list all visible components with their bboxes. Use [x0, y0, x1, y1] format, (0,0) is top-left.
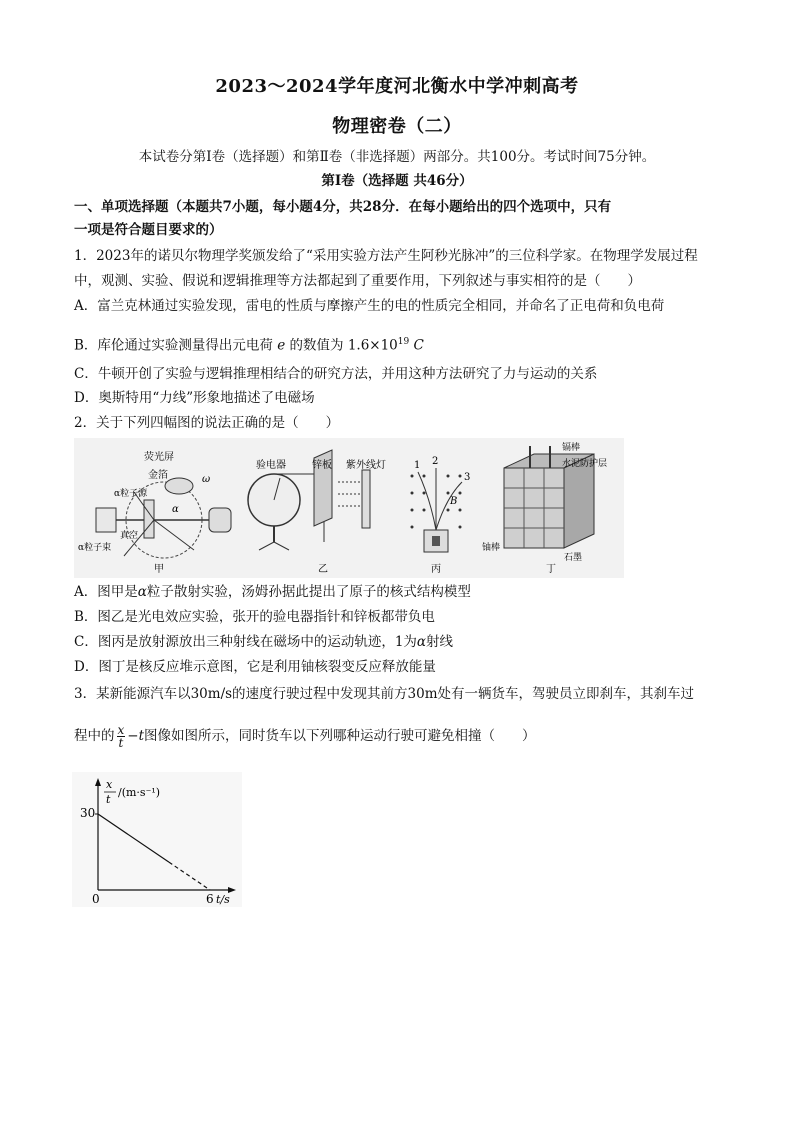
jia-label-screen: 荧光屏	[144, 452, 174, 463]
jia-screen	[165, 478, 193, 494]
ding-label-concrete: 水泥防护层	[562, 459, 608, 469]
q1-option-b-var: e	[277, 337, 286, 354]
q1-option-b	[74, 332, 724, 356]
chart-xlabel: t/s	[216, 893, 230, 906]
jia-label-alpha: α	[172, 504, 179, 515]
q3-stem-line2: 程中的 $\frac{x}{t}$ −t图像如图所示，同时货车以下列哪种运动行驶可避免相撞（ ）	[74, 723, 536, 750]
chart-ylabel-den: t	[106, 793, 111, 806]
chart-ylabel-num: x	[106, 778, 113, 791]
q2-figure	[74, 438, 624, 578]
yi-label-zinc: 锌板	[312, 460, 332, 471]
exam-title: 2023～2024学年度河北衡水中学冲刺高考	[215, 76, 579, 97]
q1-option-a: A．富兰克林通过实验发现，雷电的性质与摩擦产生的电的性质完全相同，并命名了正电荷和负电荷	[74, 298, 665, 314]
section-heading-line1: 一、单项选择题（本题共7小题，每小题4分，共28分．在每小题给出的四个选项中，只有	[74, 199, 612, 215]
q1-stem-line2: 中，观测、实验、假说和逻辑推理等方法都起到了重要作用，下列叙述与事实相符的是（ ）	[74, 273, 641, 289]
chart-ytick-label: 30	[80, 806, 96, 820]
jia-label-foil: 金箔	[148, 470, 168, 481]
q2-stem: 2．关于下列四幅图的说法正确的是（ ）	[74, 415, 340, 431]
section-heading-line2: 一项是符合题目要求的）	[74, 222, 223, 238]
q1-option-b-unit: C	[413, 337, 424, 354]
chart-ylabel-unit: /(m·s⁻¹)	[118, 786, 161, 799]
bing-label-1: 1	[414, 460, 421, 471]
q1-option-d: D．奥斯特用“力线”形象地描述了电磁场	[74, 390, 315, 406]
bing-label-2: 2	[432, 456, 439, 467]
exam-intro: 本试卷分第Ⅰ卷（选择题）和第Ⅱ卷（非选择题）两部分。共100分。考试时间75分钟。	[138, 149, 656, 165]
q1-option-b-exp: 19	[397, 337, 410, 347]
jia-label-omega: ω	[202, 474, 211, 485]
ding-label-graphite: 石墨	[564, 553, 583, 563]
yi-caption: 乙	[318, 564, 328, 575]
q3-chart	[72, 772, 242, 907]
yi-uv-lamp	[362, 470, 370, 528]
q2-option-d: D．图丁是核反应堆示意图，它是利用铀核裂变反应释放能量	[74, 659, 436, 675]
q3-fraction: $\frac{x}{t}$	[117, 723, 125, 750]
q1-option-b-value: 1.6×10	[347, 337, 398, 354]
jia-source-box	[96, 508, 116, 532]
jia-label-vacuum: 真空	[120, 531, 139, 541]
ding-label-cadmium: 镉棒	[562, 443, 581, 453]
jia-foil	[144, 500, 154, 538]
part-heading: 第Ⅰ卷（选择题 共46分）	[321, 173, 473, 189]
ding-label-uranium: 铀棒	[482, 543, 501, 553]
q2-option-a: A．图甲是α粒子散射实验，汤姆孙据此提出了原子的核式结构模型	[74, 584, 471, 600]
chart-origin-label: 0	[92, 892, 100, 906]
jia-label-source: α粒子源	[114, 489, 148, 499]
bing-label-field: B	[450, 496, 458, 507]
ding-caption: 丁	[546, 564, 556, 575]
bing-caption: 丙	[431, 564, 441, 575]
bing-label-3: 3	[464, 472, 471, 483]
jia-caption: 甲	[154, 564, 164, 575]
q1-option-b-mid: 的数值为	[289, 337, 344, 354]
yi-label-electroscope: 验电器	[256, 460, 286, 471]
q2-option-b: B．图乙是光电效应实验，张开的验电器指针和锌板都带负电	[74, 609, 435, 625]
exam-subtitle: 物理密卷（二）	[332, 116, 462, 137]
q3-stem-line1: 3．某新能源汽车以30m/s的速度行驶过程中发现其前方30m处有一辆货车，驾驶员立即刹车，其刹车过	[74, 686, 695, 702]
q1-option-c: C．牛顿开创了实验与逻辑推理相结合的研究方法，并用这种方法研究了力与运动的关系	[74, 366, 598, 382]
q1-option-b-text: B．库伦通过实验测量得出元电荷	[74, 337, 273, 354]
jia-label-beam: α粒子束	[78, 543, 112, 553]
yi-label-uv-lamp: 紫外线灯	[346, 460, 386, 471]
chart-xtick-label: 6	[206, 892, 214, 906]
bing-source	[432, 536, 440, 546]
q2-option-c: C．图丙是放射源放出三种射线在磁场中的运动轨迹，1为α射线	[74, 634, 454, 650]
q1-stem-line1: 1．2023年的诺贝尔物理学奖颁发给了“采用实验方法产生阿秒光脉冲”的三位科学家。在物理学发展过程	[74, 248, 698, 264]
jia-microscope	[209, 508, 231, 532]
